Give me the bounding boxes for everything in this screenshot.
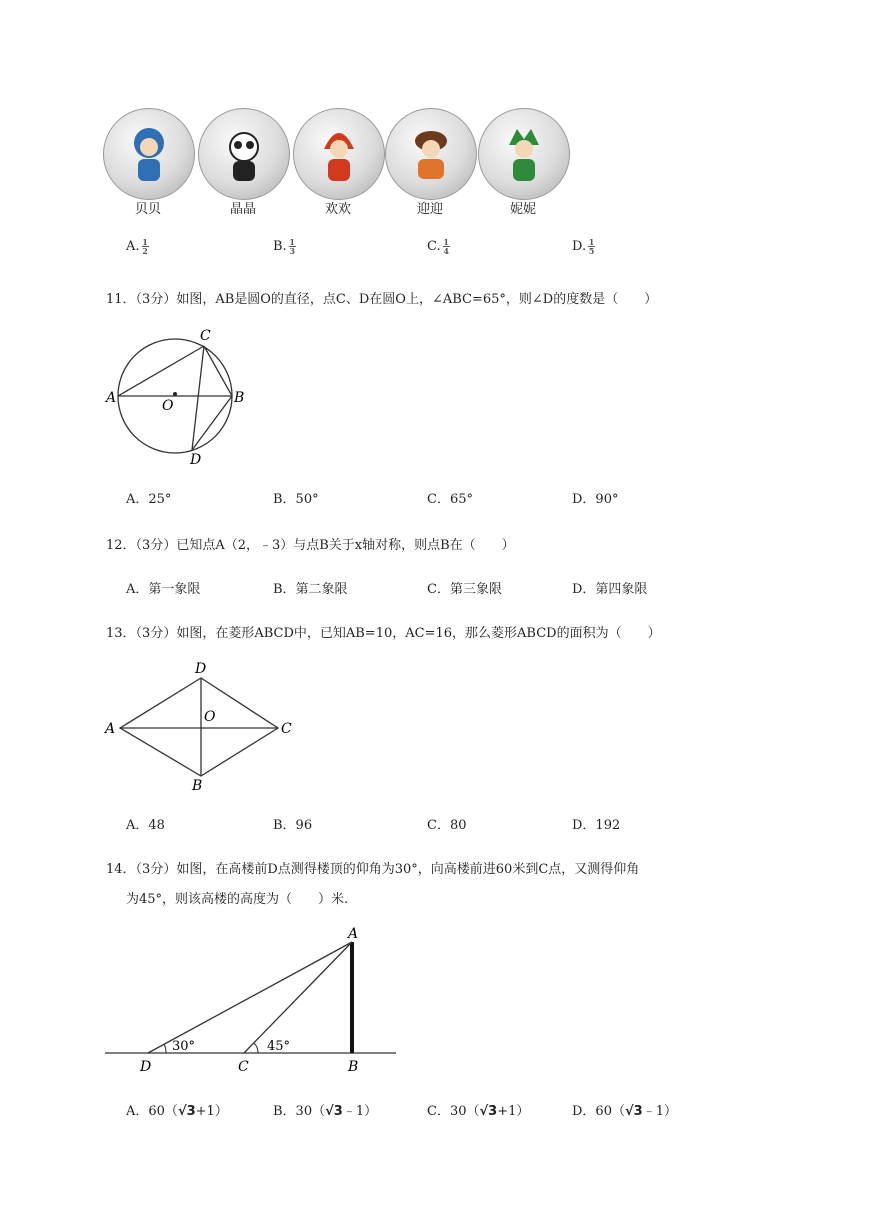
q12-option-d: D．第四象限 [572, 582, 648, 597]
mascot-nini-icon [479, 109, 569, 199]
q14-option-a: A．60（√3+1） [126, 1104, 228, 1119]
fraction: $\frac{1}{2}$ [142, 237, 148, 256]
label-b: B [348, 1059, 359, 1075]
q10-option-b: B. $\frac{1}{3}$ [273, 237, 295, 256]
q13-option-d: D．192 [572, 818, 621, 833]
label-b: B [234, 390, 245, 406]
q14-option-c: C．30（√3+1） [427, 1104, 530, 1119]
q14-text-line2: 为45°，则该高楼的高度为（ ）米. [126, 892, 349, 907]
label-c: C [238, 1059, 249, 1075]
q11-option-b: B．50° [273, 492, 319, 507]
q11-option-c: C．65° [427, 492, 473, 507]
q11-circle-figure [100, 322, 260, 472]
label-d: D [140, 1059, 152, 1075]
mascot-coins-figure [103, 108, 573, 218]
q11-option-d: D．90° [572, 492, 619, 507]
coin-huanhuan [293, 108, 385, 200]
angle-45: 45° [267, 1039, 291, 1054]
coin-name: 迎迎 [416, 202, 443, 217]
label-d: D [190, 452, 202, 468]
coin-nini [478, 108, 570, 200]
mascot-beibei-icon [104, 109, 194, 199]
q13-rhombus-figure [100, 656, 300, 796]
label-c: C [281, 721, 292, 737]
q10-option-c: C. $\frac{1}{4}$ [427, 237, 449, 256]
q13-option-a: A．48 [126, 818, 165, 833]
q11-text: 11．（3分）如图，AB是圆O的直径，点C、D在圆O上，∠ABC=65°，则∠D的度数是（ ） [106, 292, 658, 307]
q11-option-a: A．25° [126, 492, 172, 507]
q13-option-b: B．96 [273, 818, 313, 833]
coin-name: 贝贝 [134, 202, 161, 217]
q14-option-b: B．30（√3﹣1） [273, 1104, 378, 1119]
q13-option-c: C．80 [427, 818, 467, 833]
q14-text-line1: 14．（3分）如图，在高楼前D点测得楼顶的仰角为30°，向高楼前进60米到C点，又测得仰角 [106, 862, 640, 877]
q12-text: 12．（3分）已知点A（2，﹣3）与点B关于x轴对称，则点B在（ ） [106, 538, 515, 553]
coin-name: 欢欢 [324, 202, 351, 217]
q12-option-b: B．第二象限 [273, 582, 348, 597]
coin-yingying [385, 108, 477, 200]
q10-option-d: D. $\frac{1}{5}$ [572, 237, 595, 256]
label-b: B [192, 778, 203, 794]
coin-name: 妮妮 [509, 202, 536, 217]
q14-building-figure [100, 922, 400, 1082]
coin-jingjing [198, 108, 290, 200]
mascot-huanhuan-icon [294, 109, 384, 199]
q14-option-d: D．60（√3﹣1） [572, 1104, 677, 1119]
fraction: $\frac{1}{5}$ [588, 237, 595, 256]
label-o: O [162, 398, 174, 414]
mascot-jingjing-icon [199, 109, 289, 199]
q12-option-a: A．第一象限 [126, 582, 201, 597]
coin-name: 晶晶 [229, 202, 256, 217]
coin-beibei [103, 108, 195, 200]
q10-option-a: A. $\frac{1}{2}$ [126, 237, 148, 256]
fraction: $\frac{1}{3}$ [289, 237, 295, 256]
label-c: C [200, 328, 211, 344]
label-a: A [348, 926, 359, 942]
label-a: A [105, 721, 116, 737]
q13-text: 13．（3分）如图，在菱形ABCD中，已知AB=10，AC=16，那么菱形ABCD的面积为（ ） [106, 626, 661, 641]
label-d: D [195, 661, 207, 677]
fraction: $\frac{1}{4}$ [443, 237, 449, 256]
mascot-yingying-icon [386, 109, 476, 199]
angle-30: 30° [172, 1039, 196, 1054]
q12-option-c: C．第三象限 [427, 582, 502, 597]
label-o: O [204, 709, 216, 725]
label-a: A [106, 390, 117, 406]
